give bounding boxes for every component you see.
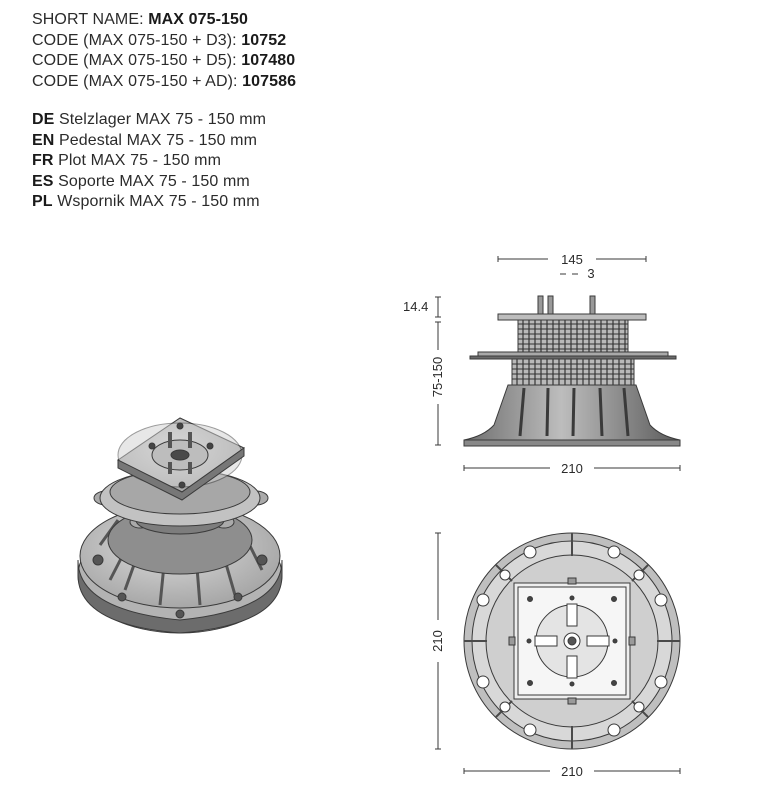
code-label: CODE (MAX 075-150 + AD): (32, 72, 243, 90)
product-name: Soporte MAX 75 - 150 mm (53, 172, 250, 190)
pedestal-side-elevation (438, 259, 680, 468)
code-value: 107480 (241, 52, 296, 69)
product-name: Stelzlager MAX 75 - 150 mm (54, 111, 267, 128)
code-label: CODE (MAX 075-150 + D3): (32, 31, 242, 49)
code-label: CODE (MAX 075-150 + D5): (32, 52, 242, 69)
dim-height-range: 75-150 (430, 356, 445, 398)
lang-code: FR (32, 152, 54, 169)
dim-diameter-horizontal: 210 (561, 764, 583, 779)
short-name-label: SHORT NAME: (32, 11, 149, 28)
lang-code: ES (32, 172, 54, 190)
dim-base-width: 210 (561, 461, 583, 476)
dim-diameter-vertical: 210 (430, 630, 445, 652)
lang-code: EN (32, 131, 55, 149)
pedestal-isometric-view (78, 418, 282, 633)
product-name: Plot MAX 75 - 150 mm (53, 152, 222, 169)
dim-head-height: 14.4 (403, 299, 429, 314)
code-value: 107586 (242, 72, 297, 90)
lang-code: PL (32, 193, 53, 210)
dim-top-width: 145 (561, 252, 583, 267)
product-name: Wspornik MAX 75 - 150 mm (52, 193, 260, 210)
product-name: Pedestal MAX 75 - 150 mm (54, 131, 258, 149)
short-name-value: MAX 075-150 (148, 11, 249, 28)
code-value: 10752 (241, 31, 287, 49)
dim-tab-width: 3 (587, 266, 595, 281)
lang-code: DE (32, 111, 55, 128)
pedestal-top-plan (438, 533, 680, 771)
